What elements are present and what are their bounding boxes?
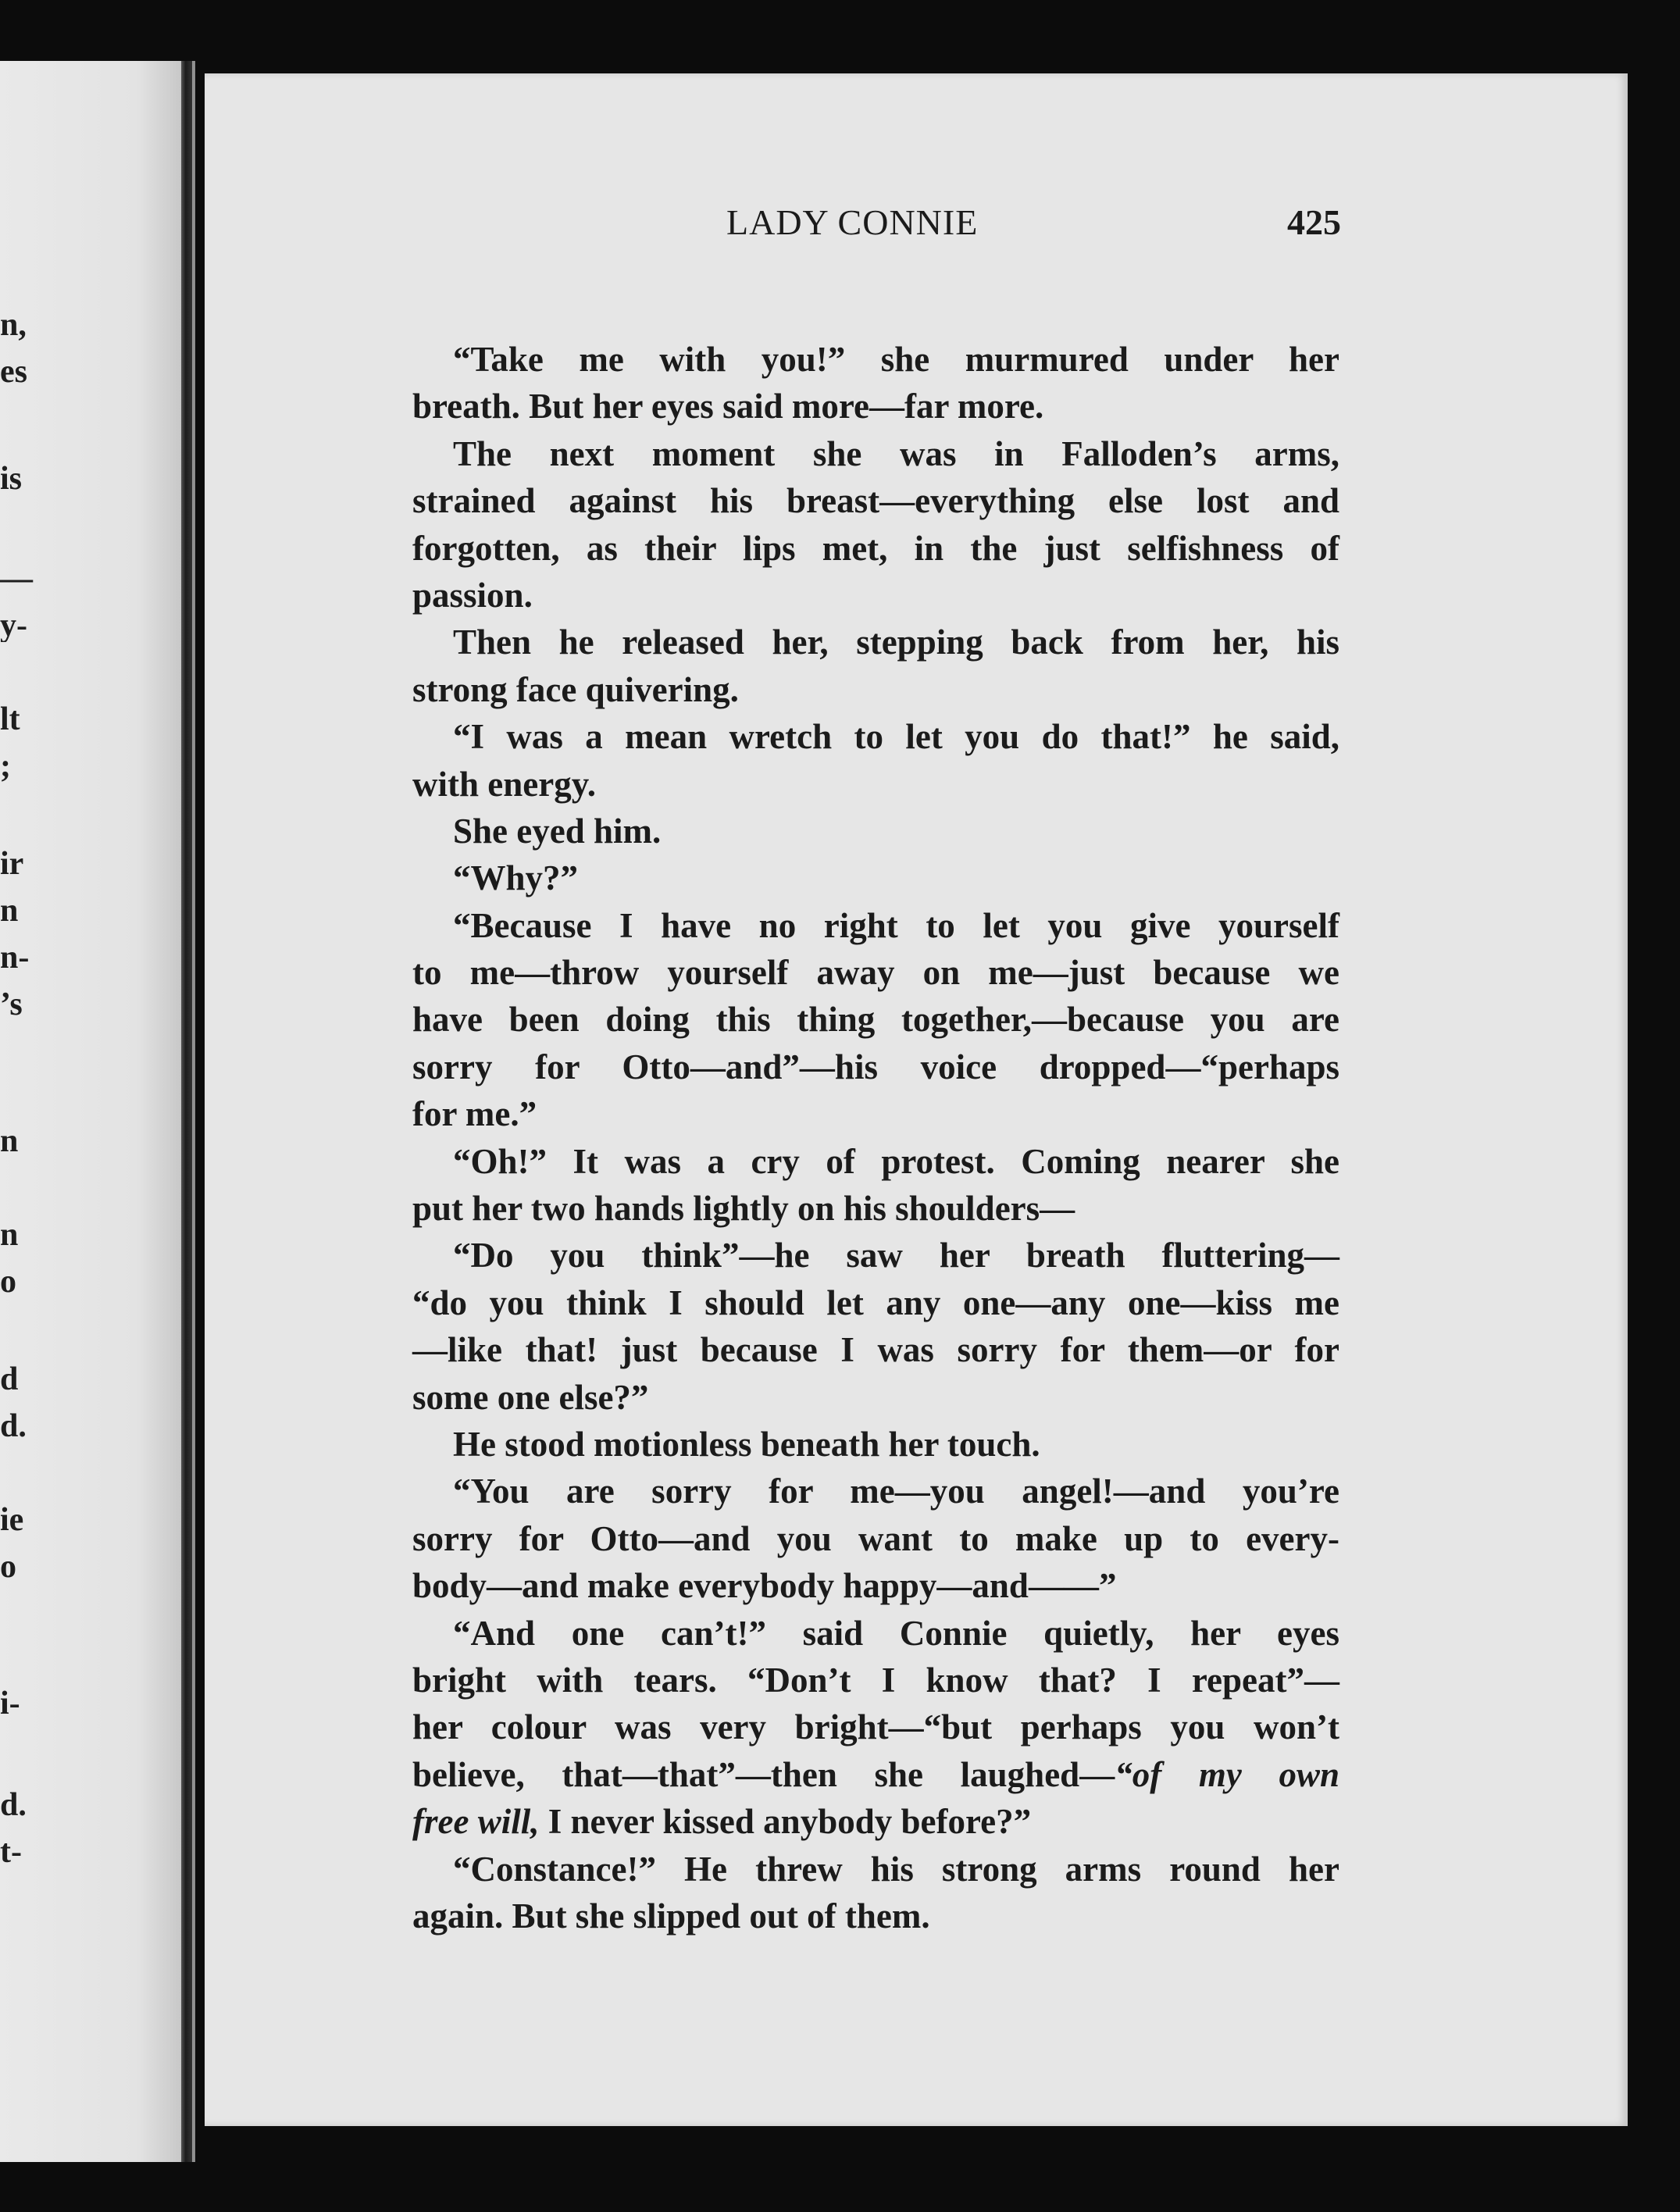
text-line-segment: believe, that—that”—then she laughed— — [412, 1754, 1115, 1794]
facing-page-fragment: ; — [0, 750, 11, 783]
text-line — [412, 383, 1339, 430]
text-line — [412, 477, 1339, 524]
facing-page-fragment: is — [0, 462, 23, 495]
text-line — [412, 1657, 1339, 1704]
text-line — [412, 808, 1339, 854]
text-line-segment: “And one can’t!” said Connie quietly, her eyes — [453, 1613, 1339, 1653]
facing-page-fragment: lt — [0, 703, 20, 736]
text-line — [412, 1751, 1339, 1798]
text-line-segment: The next moment she was in Falloden’s arms, — [453, 433, 1339, 473]
text-line — [412, 336, 1339, 383]
text-line-segment: sorry for Otto—and”—his voice dropped—“perhaps — [412, 1047, 1339, 1086]
text-line-segment: “Why?” — [453, 858, 579, 898]
book-gutter — [181, 61, 192, 2162]
facing-page-fragment: n, — [0, 309, 27, 341]
text-line — [412, 1421, 1339, 1468]
text-line-segment: put her two hands lightly on his shoulders— — [412, 1189, 1075, 1229]
text-line — [412, 1326, 1339, 1373]
facing-page-fragment: t- — [0, 1836, 22, 1868]
facing-page-fragment: — — [0, 562, 33, 595]
text-line-segment: “Do you think”—he saw her breath fluttering— — [453, 1236, 1339, 1275]
facing-page-fragment: i- — [0, 1687, 20, 1720]
text-line-segment: “Oh!” It was a cry of protest. Coming nearer she — [453, 1141, 1339, 1181]
text-line — [412, 1185, 1339, 1232]
body-text — [412, 336, 1339, 1939]
facing-page-fragment: o — [0, 1550, 16, 1583]
text-line-segment: bright with tears. “Don’t I know that? I repeat”— — [412, 1660, 1339, 1700]
facing-page-fragment: ir — [0, 847, 24, 880]
text-line — [412, 525, 1339, 572]
text-line-segment: “of my own — [1115, 1754, 1339, 1794]
text-line — [412, 996, 1339, 1043]
text-line — [412, 1374, 1339, 1421]
text-line — [412, 1610, 1339, 1657]
text-line — [412, 1562, 1339, 1609]
text-line-segment: strained against his breast—everything else lost and — [412, 481, 1339, 521]
text-line — [412, 1704, 1339, 1750]
text-line-segment: again. But she slipped out of them. — [412, 1896, 930, 1936]
text-line-segment: with energy. — [412, 764, 596, 804]
text-line-segment: her colour was very bright—“but perhaps you won’t — [412, 1707, 1339, 1747]
text-line — [412, 430, 1339, 477]
text-line-segment: have been doing this thing together,—because you are — [412, 1000, 1339, 1040]
text-line — [412, 1044, 1339, 1090]
text-line — [412, 1893, 1339, 1939]
text-line — [412, 761, 1339, 808]
facing-page-fragment: n- — [0, 941, 30, 974]
facing-page-fragment: d. — [0, 1410, 27, 1443]
text-line-segment: “I was a mean wretch to let you do that!” he said, — [453, 717, 1339, 757]
text-line — [412, 1090, 1339, 1137]
running-head — [414, 202, 1341, 248]
text-line-segment: passion. — [412, 575, 533, 615]
text-line-segment: “Constance!” He threw his strong arms round her — [453, 1849, 1339, 1889]
text-line — [412, 1515, 1339, 1562]
text-line-segment: Then he released her, stepping back from her, his — [453, 623, 1339, 662]
text-line — [412, 1798, 1339, 1845]
facing-page-fragment: n — [0, 1218, 19, 1251]
text-line — [412, 854, 1339, 901]
page-number: 425 — [1287, 202, 1341, 242]
facing-page-fragment: es — [0, 355, 27, 388]
text-line-segment: “Take me with you!” she murmured under her — [453, 340, 1339, 379]
facing-page-fragment: y- — [0, 609, 27, 642]
text-line — [412, 902, 1339, 949]
text-line — [412, 1279, 1339, 1326]
text-line-segment: strong face quivering. — [412, 669, 739, 709]
text-line-segment: —like that! just because I was sorry for them—or for — [412, 1330, 1339, 1370]
text-line — [412, 1468, 1339, 1515]
facing-page-fragment: ie — [0, 1504, 24, 1536]
text-line-segment: some one else?” — [412, 1377, 649, 1417]
text-line — [412, 1846, 1339, 1893]
text-line-segment: body—and make everybody happy—and——” — [412, 1566, 1117, 1606]
text-line — [412, 572, 1339, 619]
text-line — [412, 619, 1339, 665]
text-line — [412, 949, 1339, 996]
text-line-segment: He stood motionless beneath her touch. — [453, 1424, 1040, 1464]
facing-page-fragment: ’s — [0, 988, 23, 1021]
facing-page-fragment: o — [0, 1265, 16, 1298]
facing-page-fragment: n — [0, 894, 19, 927]
facing-page-edge — [0, 61, 195, 2162]
text-line — [412, 1232, 1339, 1279]
facing-page-fragment: d. — [0, 1789, 27, 1821]
text-line — [412, 1138, 1339, 1185]
text-line-segment: She eyed him. — [453, 811, 662, 851]
text-line-segment: I never kissed anybody before?” — [539, 1802, 1032, 1842]
text-line-segment: “You are sorry for me—you angel!—and you’re — [453, 1472, 1339, 1511]
text-line-segment: free will, — [412, 1802, 540, 1842]
text-line-segment: forgotten, as their lips met, in the just selfishness of — [412, 528, 1339, 568]
text-line — [412, 666, 1339, 713]
text-line-segment: for me.” — [412, 1094, 537, 1134]
text-line — [412, 713, 1339, 760]
text-line-segment: sorry for Otto—and you want to make up to every- — [412, 1518, 1339, 1558]
running-head-title: LADY CONNIE — [726, 202, 979, 242]
text-line-segment: “Because I have no right to let you give yourself — [453, 905, 1339, 945]
facing-page-fragment: d — [0, 1363, 19, 1396]
text-line-segment: breath. But her eyes said more—far more. — [412, 387, 1044, 426]
text-line-segment: “do you think I should let any one—any one—kiss me — [412, 1283, 1339, 1322]
text-line-segment: to me—throw yourself away on me—just because we — [412, 953, 1339, 993]
facing-page-fragment: n — [0, 1125, 19, 1158]
